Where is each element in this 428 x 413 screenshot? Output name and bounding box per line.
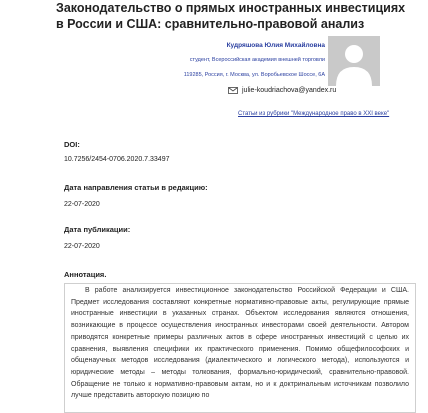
author-email-row [228,84,336,96]
annotation-label: Аннотация. [64,270,107,279]
publication-date-value: 22-07-2020 [64,243,100,250]
author-photo-placeholder [328,36,380,86]
submission-date-label: Дата направления статьи в редакцию: [64,183,208,192]
author-name: Кудряшова Юлия Михайловна [226,42,325,49]
rubric-link[interactable]: Статьи из рубрики "Международное право в XXI веке" [238,111,390,117]
publication-date-label: Дата публикации: [64,225,131,234]
author-position: студент, Всероссийская академия внешней торговли [189,57,325,63]
article-title: Законодательство о прямых иностранных инвестициях в России и США: сравнительно-правовой анализ [56,1,406,31]
envelope-icon [228,87,238,94]
author-email: julie-koudriachova@yandex.ru [242,86,337,94]
annotation-text: В работе анализируется инвестиционное законодательство Российской Федерации и США. Предмет исследования составляют конкретные нормативно-правовые акты, регулирующие прямые иностранные инвестиции в указанных странах. Объектом исследования являются отношения, возникающие в процессе осуществления иностранных инвесторами своей деятельности. Автором приводятся конкретные примеры различных актов в сфере иностранных инвестиций с целью их сравнения, выявления специфики их практического применения. Помимо общефилософских и общенаучных методов исследования (диалектического и логического метода), используются и юридические методы – методы толкования, формально-юридический, сравнительно-правовой. Обращение не только к нормативно-правовым актам, но и к доктринальным источникам позволило лучше представить авторскую позицию по [64,283,416,413]
person-silhouette-icon [328,36,380,86]
submission-date-value: 22-07-2020 [64,201,100,208]
doi-value: 10.7256/2454-0706.2020.7.33497 [64,156,170,163]
author-address: 119285, Россия, г. Москва, ул. Воробьевское Шоссе, 6А [183,72,325,78]
doi-label: DOI: [64,140,80,149]
